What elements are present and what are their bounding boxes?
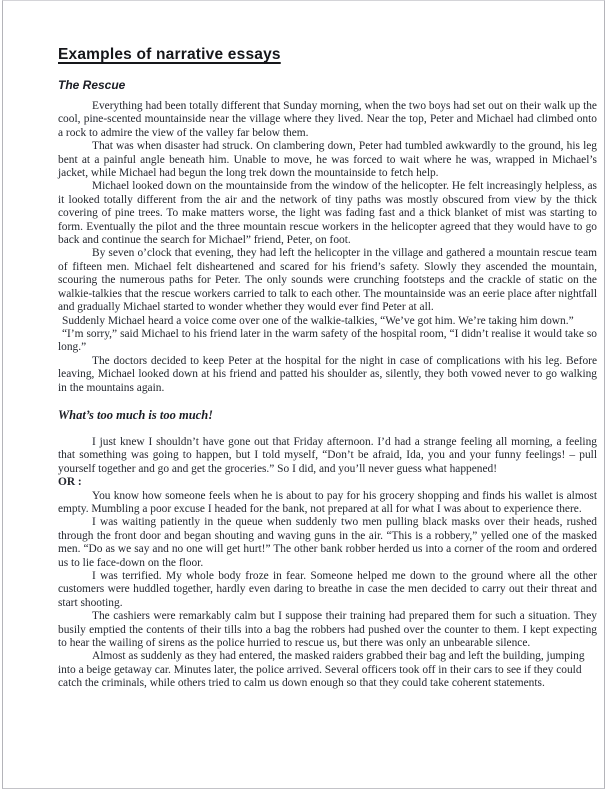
paragraph: The cashiers were remarkably calm but I suppose their training had prepared them for such a situation. They busily emptied the contents of their tills into a bag the robbers had pushed over the counter to them. I kept expecting to hear the wailing of sirens as the police hurried to rescue us, but there was only an unbearable silence.: [58, 610, 597, 650]
paragraph: You know how someone feels when he is about to pay for his grocery shopping and finds his wallet is almost empty. Mumbling a poor excuse I headed for the bank, not prepared at all for what I was about to experience there.: [58, 489, 597, 515]
paragraph: I just knew I shouldn’t have gone out that Friday afternoon. I’d had a strange feeling all morning, a feeling that something was going to happen, but I told myself, “Don’t be afraid, Ida, you and your funny feelings! – pull yourself together and go and get the groceries.” So I did, and you’ll never guess what happened!: [58, 435, 597, 475]
paragraph: Suddenly Michael heard a voice come over one of the walkie-talkies, “We’ve got him. We’re taking him down.”: [62, 314, 574, 327]
paragraph: Almost as suddenly as they had entered, the masked raiders grabbed their bag and left the building, jumping into a beige getaway car. Minutes later, the police arrived. Several officers took off in their cars to see if they could catch the criminals, while others tried to calm us down enough so that they could take coherent statements.: [58, 650, 585, 690]
paragraph: That was when disaster had struck. On clambering down, Peter had tumbled awkwardly to the ground, his leg bent at a painful angle beneath him. Unable to move, he was forced to wait where he was, wrapped in Michael’s jacket, while Michael had begun the long trek down the mountainside to fetch help.: [58, 140, 597, 180]
essay-heading: The Rescue: [58, 78, 126, 92]
essay-heading: What’s too much is too much!: [58, 407, 214, 422]
paragraph: “I’m sorry,” said Michael to his friend later in the warm safety of the hospital room, “I didn’t realise it would take so long.”: [58, 327, 597, 354]
paragraph: OR :: [58, 476, 82, 489]
paragraph: I was terrified. My whole body froze in fear. Someone helped me down to the ground where all the other customers were huddled together, hardly even daring to breathe in case the men decided to carry out their threat and start shooting.: [58, 570, 597, 609]
essay-section-the-rescue: [58, 78, 597, 395]
document-content: [3, 1, 604, 691]
paragraph: The doctors decided to keep Peter at the hospital for the night in case of complications with his leg. Before leaving, Michael looked down at his friend and patted his shoulder as, silently, they both vowed never to go walking in the mountains again.: [58, 354, 597, 394]
document-page: [2, 0, 605, 789]
document-title: Examples of narrative essays: [58, 46, 281, 63]
essay-section-too-much: [58, 408, 597, 691]
paragraph: Michael looked down on the mountainside from the window of the helicopter. He felt increasingly helpless, as it looked totally different from the air and the network of tiny paths was mostly obscured from view by the thick covering of pine trees. To make matters worse, the light was fading fast and a thick blanket of mist was starting to form. Eventually the pilot and the three mountain rescue workers in the helicopter agreed that they would have to go back and continue the search for Michael” friend, Peter, on foot.: [58, 180, 597, 247]
paragraph: I was waiting patiently in the queue when suddenly two men pulling black masks over their heads, rushed through the front door and began shouting and waving guns in the air. “This is a robbery,” yelled one of the masked men. “Do as we say and no one will get hurt!” The other bank robber herded us into a corner of the room and ordered us to lie face-down on the floor.: [58, 516, 597, 569]
essay-paragraphs: [58, 100, 597, 395]
essay-paragraphs: [58, 436, 597, 691]
paragraph: By seven o’clock that evening, they had left the helicopter in the village and gathered a mountain rescue team of fifteen men. Michael felt disheartened and scared for his friend’s safety. Slowly they ascended the mountain, scouring the numerous paths for Peter. The only sounds were crunching footsteps and the crackle of static on the walkie-talkies that the rescue workers carried to talk to each other. The mountainside was an eerie place after nightfall and gradually Michael started to wonder whether they would ever find Peter at all.: [58, 247, 597, 314]
paragraph: Everything had been totally different that Sunday morning, when the two boys had set out on their walk up the cool, pine-scented mountainside near the village where they lived. Near the top, Peter and Michael had climbed onto a rock to admire the view of the valley far below them.: [58, 100, 597, 139]
